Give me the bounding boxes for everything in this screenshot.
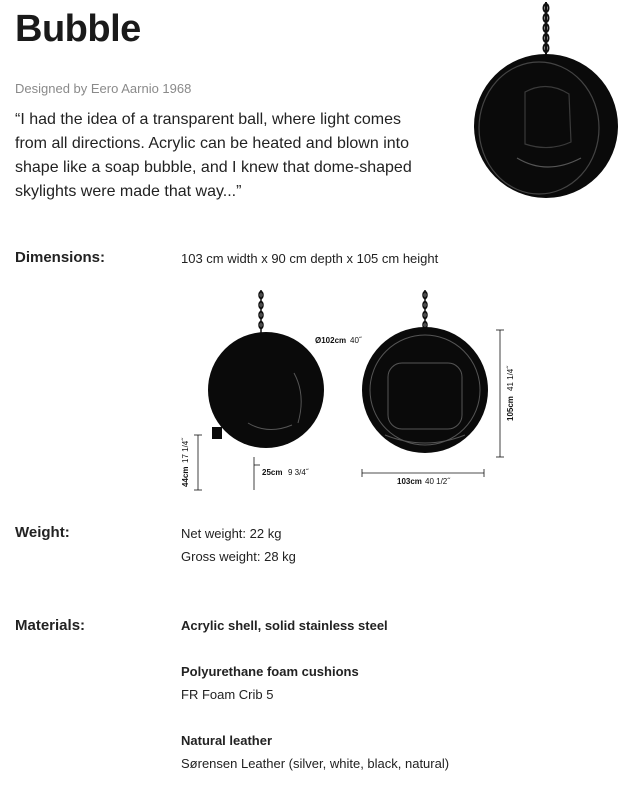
material-foam-detail: FR Foam Crib 5 <box>181 687 274 702</box>
net-weight: Net weight: 22 kg <box>181 526 282 541</box>
diameter-in: 40˝ <box>350 336 362 345</box>
dimension-drawing <box>170 285 530 500</box>
diameter-cm: Ø102cm <box>315 336 347 345</box>
width-in: 40 1/2˝ <box>425 477 450 486</box>
designer-credit: Designed by Eero Aarnio 1968 <box>15 81 192 96</box>
materials-label: Materials: <box>15 617 86 634</box>
gross-weight: Gross weight: 28 kg <box>181 549 296 564</box>
side-view-shell <box>208 332 324 448</box>
depth-in: 9 3/4˝ <box>288 468 309 477</box>
material-foam-title: Polyurethane foam cushions <box>181 664 359 679</box>
material-leather-detail: Sørensen Leather (silver, white, black, natural) <box>181 756 450 771</box>
seat-height-in: 17 1/4˝ <box>181 438 190 463</box>
dimensions-value: 103 cm width x 90 cm depth x 105 cm height <box>181 251 439 266</box>
seat-height-cm: 44cm <box>181 466 190 487</box>
height-cm: 105cm <box>506 396 515 421</box>
depth-cm: 25cm <box>262 468 283 477</box>
weight-label: Weight: <box>15 524 70 541</box>
material-shell: Acrylic shell, solid stainless steel <box>181 618 388 633</box>
designer-quote: “I had the idea of a transparent ball, where light comes from all directions. Acrylic can be heated and blown into shape like a soap bubble, and I knew that dome-shaped skylights were made that way...” <box>15 111 412 200</box>
width-cm: 103cm <box>397 477 422 486</box>
material-leather-title: Natural leather <box>181 733 273 748</box>
front-view-shell <box>362 327 488 453</box>
product-title: Bubble <box>15 8 141 50</box>
height-in: 41 1/4˝ <box>506 366 515 391</box>
dimensions-label: Dimensions: <box>15 249 106 266</box>
bubble-chair-illustration <box>465 0 630 200</box>
